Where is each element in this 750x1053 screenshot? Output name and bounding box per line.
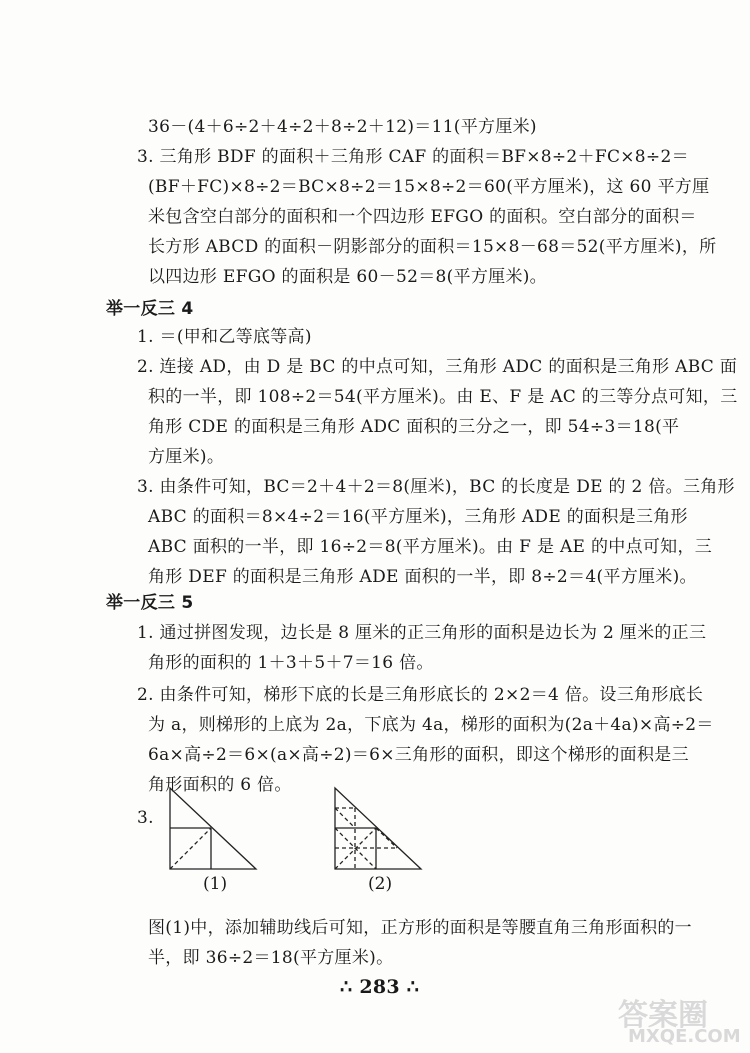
page-number-value: 283 bbox=[359, 976, 400, 998]
text-line: ABC 面积的一半，即 16÷2＝8(平方厘米)。由 F 是 AE 的中点可知，三 bbox=[148, 537, 713, 557]
text-line: 长方形 ABCD 的面积－阴影部分的面积＝15×8－68＝52(平方厘米)，所 bbox=[148, 237, 717, 257]
page-number-dots-right: ∴ bbox=[399, 976, 420, 998]
text-line: 图(1)中，添加辅助线后可知，正方形的面积是等腰直角三角形面积的一 bbox=[148, 918, 692, 938]
watermark-bottom: MXQE.COM bbox=[628, 1026, 741, 1047]
text-line: 3. 由条件可知，BC＝2＋4＋2＝8(厘米)，BC 的长度是 DE 的 2 倍。三角形 bbox=[137, 477, 735, 497]
section-heading: 举一反三 4 bbox=[106, 299, 194, 319]
text-line: 以四边形 EFGO 的面积是 60－52＝8(平方厘米)。 bbox=[148, 267, 547, 287]
text-line: 6a×高÷2＝6×(a×高÷2)＝6×三角形的面积，即这个梯形的面积是三 bbox=[148, 745, 689, 765]
section-heading: 举一反三 5 bbox=[106, 593, 194, 613]
text-line: ABC 的面积＝8×4÷2＝16(平方厘米)，三角形 ADE 的面积是三角形 bbox=[148, 507, 688, 527]
text-line: (BF＋FC)×8÷2＝BC×8÷2＝15×8÷2＝60(平方厘米)，这 60 平方厘 bbox=[148, 177, 710, 197]
figure-1-label: (1) bbox=[203, 874, 228, 894]
text-line: 为 a，则梯形的上底为 2a，下底为 4a，梯形的面积为(2a＋4a)×高÷2＝ bbox=[148, 715, 714, 735]
text-line: 角形 CDE 的面积是三角形 ADC 面积的三分之一，即 54÷3＝18(平 bbox=[148, 417, 680, 437]
text-line: 角形 DEF 的面积是三角形 ADE 面积的一半，即 8÷2＝4(平方厘米)。 bbox=[148, 567, 697, 587]
text-line: 3. bbox=[137, 808, 154, 828]
text-line: 半，即 36÷2＝18(平方厘米)。 bbox=[148, 948, 394, 968]
watermark-top: 答案圈 bbox=[618, 998, 708, 1033]
text-line: 3. 三角形 BDF 的面积＋三角形 CAF 的面积＝BF×8÷2＋FC×8÷2＝ bbox=[137, 147, 689, 167]
text-line: 2. 连接 AD，由 D 是 BC 的中点可知，三角形 ADC 的面积是三角形 ABC 面 bbox=[137, 357, 738, 377]
figure-2-label: (2) bbox=[368, 874, 393, 894]
text-line: 积的一半，即 108÷2＝54(平方厘米)。由 E、F 是 AC 的三等分点可知，三 bbox=[148, 387, 738, 407]
watermark-url bbox=[628, 1026, 741, 1047]
text-line: 角形面积的 6 倍。 bbox=[148, 775, 292, 795]
text-line: 米包含空白部分的面积和一个四边形 EFGO 的面积。空白部分的面积＝ bbox=[148, 207, 697, 227]
text-line: 角形的面积的 1＋3＋5＋7＝16 倍。 bbox=[148, 653, 434, 673]
text-line: 2. 由条件可知，梯形下底的长是三角形底长的 2×2＝4 倍。设三角形底长 bbox=[137, 685, 704, 705]
page-number bbox=[340, 976, 419, 998]
text-line: 1. 通过拼图发现，边长是 8 厘米的正三角形的面积是边长为 2 厘米的正三 bbox=[137, 623, 707, 643]
text-line: 1. ＝(甲和乙等底等高) bbox=[137, 327, 312, 347]
figure-1 bbox=[160, 780, 270, 880]
text-line: 36－(4＋6÷2＋4÷2＋8÷2＋12)＝11(平方厘米) bbox=[148, 117, 537, 137]
page-number-dots-left: ∴ bbox=[340, 976, 360, 998]
text-line: 方厘米)。 bbox=[148, 447, 225, 467]
figure-2 bbox=[325, 780, 435, 880]
